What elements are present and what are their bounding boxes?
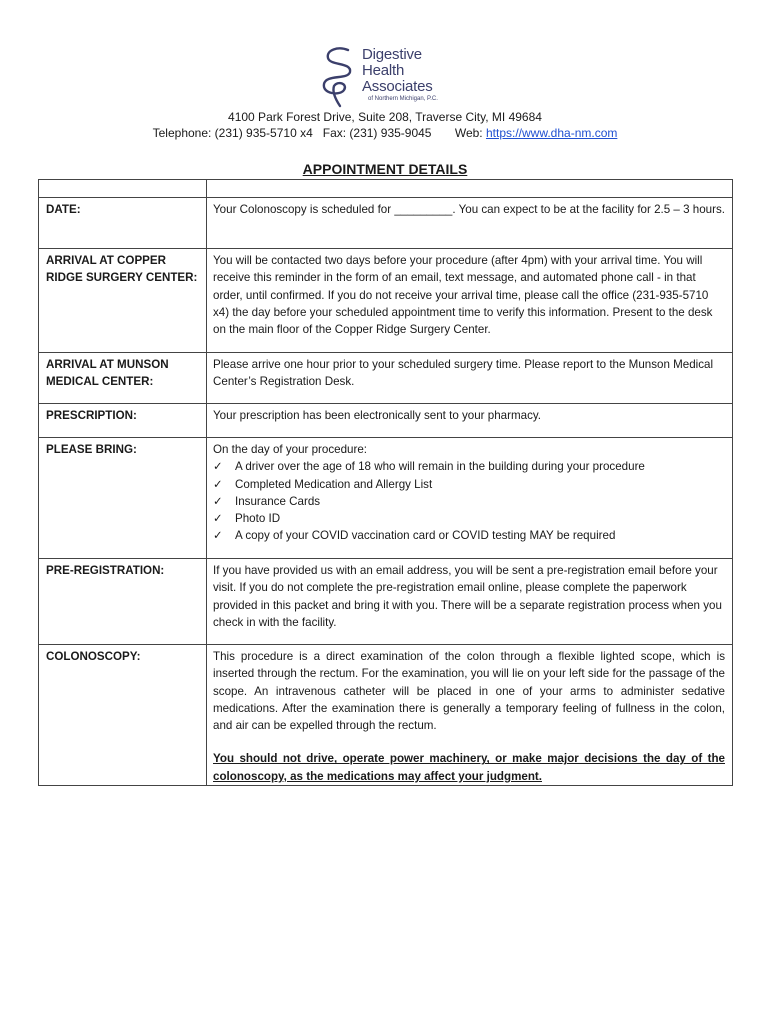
phone-fax: Telephone: (231) 935-5710 x4 Fax: (231) 935-9045 (152, 126, 432, 140)
table-row (39, 353, 733, 404)
row-value: If you have provided us with an email address, you will be sent a pre-registration email before your visit. If you do not complete the pre-registration email online, please complete the paperwork provided in this packet and bring it with you. There will be a separate registration process when you check in with the facility. (207, 559, 733, 645)
row-label: ARRIVAL AT COPPER RIDGE SURGERY CENTER: (39, 249, 207, 353)
checkmark-icon: ✓ (213, 494, 223, 508)
table-row (39, 198, 733, 249)
row-value (207, 438, 733, 559)
list-item-text: A driver over the age of 18 who will remain in the building during your procedure (235, 460, 645, 474)
row-label: COLONOSCOPY: (39, 645, 207, 786)
row-value: Your prescription has been electronically sent to your pharmacy. (207, 404, 733, 438)
blank-cell (39, 180, 207, 198)
list-item (213, 527, 725, 544)
practice-address: 4100 Park Forest Drive, Suite 208, Traverse City, MI 49684 (228, 110, 542, 124)
row-value: You will be contacted two days before your procedure (after 4pm) with your arrival time. You will receive this reminder in the form of an email, text message, and automated phone call - in that order, until confirmed. If you do not receive your arrival time, please call the office (231-935-5710 x4) the day before your scheduled appointment time to verify this information. Present to the desk on the main floor of the Copper Ridge Surgery Center. (207, 249, 733, 353)
colon-logo-icon (318, 44, 364, 108)
table-row (39, 404, 733, 438)
checkmark-icon: ✓ (213, 477, 223, 491)
page-title: APPOINTMENT DETAILS (302, 161, 468, 177)
list-item (213, 458, 725, 475)
row-label: PRE-REGISTRATION: (39, 559, 207, 645)
blank-cell (207, 180, 733, 198)
logo-subtitle: of Northern Michigan, P.C. (368, 96, 438, 102)
row-value (207, 645, 733, 786)
row-value: Please arrive one hour prior to your scheduled surgery time. Please report to the Munson Medical Center’s Registration Desk. (207, 353, 733, 404)
logo-wordmark (362, 47, 433, 95)
row-label: PRESCRIPTION: (39, 404, 207, 438)
list-item-text: Photo ID (235, 512, 281, 526)
table-row (39, 559, 733, 645)
contact-line (0, 125, 770, 141)
checkmark-icon: ✓ (213, 512, 223, 526)
appointment-table (38, 179, 733, 786)
website-link[interactable]: https://www.dha-nm.com (485, 126, 618, 140)
row-label: DATE: (39, 198, 207, 249)
checkmark-icon: ✓ (213, 460, 223, 474)
logo-line: Associates (362, 78, 433, 95)
list-item-text: Insurance Cards (235, 494, 321, 508)
driving-warning: You should not drive, operate power machinery, or make major decisions the day of the colonoscopy, as the medications may affect your judgment. (213, 752, 725, 783)
row-value: Your Colonoscopy is scheduled for _________. You can expect to be at the facility for 2.5 – 3 hours. (207, 198, 733, 249)
colonoscopy-description: This procedure is a direct examination of the colon through a flexible lighted scope, which is inserted through the rectum. For the examination, you will lie on your left side for the passage of the scope. An intravenous catheter will be placed in one of your arms to administer sedative medications. After the examination there is generally a temporary feeling of fullness in the colon, and air can be expelled through the rectum. (213, 650, 725, 733)
table-row (39, 438, 733, 559)
web-label: Web: (454, 126, 483, 140)
practice-logo (318, 44, 468, 108)
list-item-text: Completed Medication and Allergy List (235, 477, 433, 491)
table-header-row (39, 180, 733, 198)
list-item (213, 493, 725, 510)
row-label: ARRIVAL AT MUNSON MEDICAL CENTER: (39, 353, 207, 404)
bring-list (213, 458, 725, 544)
logo-line: Digestive (362, 46, 422, 63)
table-row (39, 249, 733, 353)
row-label: PLEASE BRING: (39, 438, 207, 559)
list-item (213, 476, 725, 493)
list-item (213, 510, 725, 527)
table-row (39, 645, 733, 786)
list-item-text: A copy of your COVID vaccination card or COVID testing MAY be required (235, 529, 616, 543)
checkmark-icon: ✓ (213, 529, 223, 543)
logo-line: Health (362, 62, 405, 79)
bring-intro: On the day of your procedure: (213, 443, 368, 456)
